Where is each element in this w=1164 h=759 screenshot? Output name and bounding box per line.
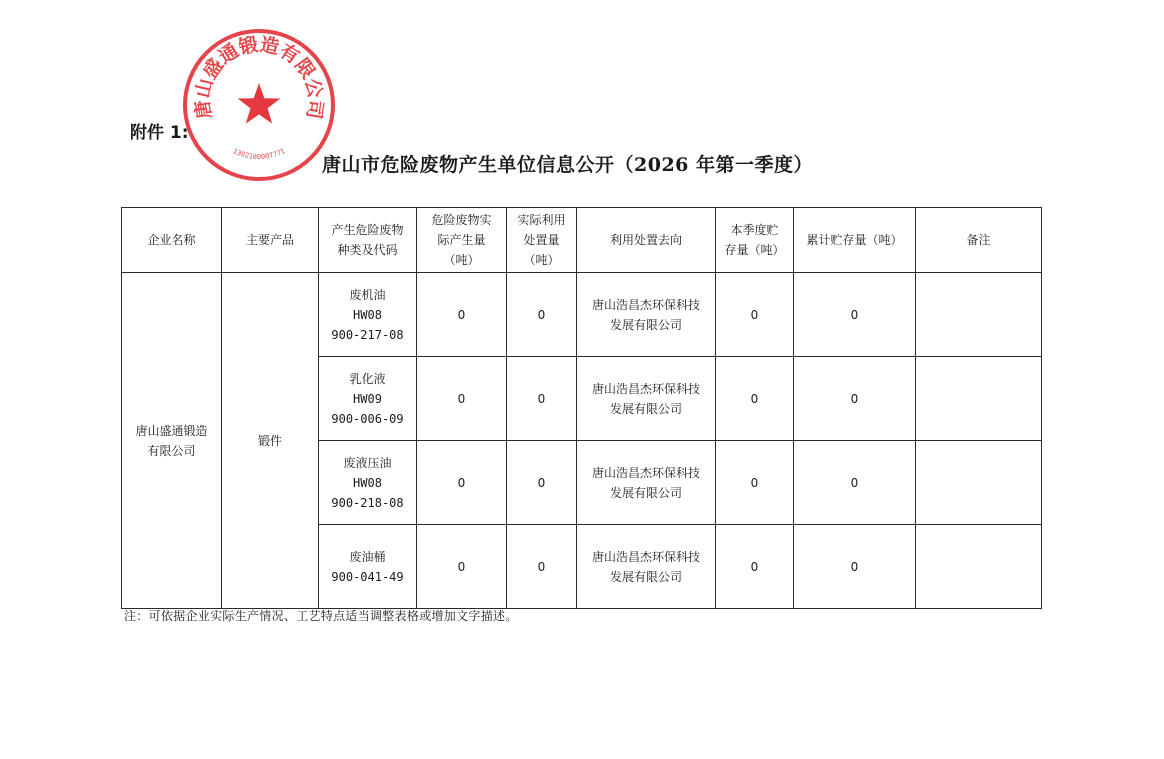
header-company: 企业名称: [122, 208, 222, 273]
generated-cell: 0: [417, 357, 507, 441]
remarks-cell: [916, 525, 1042, 609]
destination-cell: 唐山浩昌杰环保科技 发展有限公司: [577, 525, 716, 609]
product-cell: 锻件: [222, 273, 319, 609]
quarter-storage-cell: 0: [716, 525, 794, 609]
table-header-row: [122, 208, 1042, 273]
header-quarter-storage: 本季度贮 存量（吨）: [716, 208, 794, 273]
company-seal: [181, 27, 337, 183]
attachment-label: 附件 1:: [130, 123, 189, 143]
star-icon: [238, 83, 281, 124]
remarks-cell: [916, 273, 1042, 357]
header-destination: 利用处置去向: [577, 208, 716, 273]
quarter-storage-cell: 0: [716, 273, 794, 357]
destination-cell: 唐山浩昌杰环保科技 发展有限公司: [577, 441, 716, 525]
destination-cell: 唐山浩昌杰环保科技 发展有限公司: [577, 273, 716, 357]
document-title: 唐山市危险废物产生单位信息公开（2026 年第一季度）: [322, 154, 813, 176]
cumulative-storage-cell: 0: [794, 525, 916, 609]
quarter-storage-cell: 0: [716, 441, 794, 525]
header-generated: 危险废物实 际产生量 （吨）: [417, 208, 507, 273]
seal-text: 唐山盛通锻造有限公司: [191, 33, 327, 121]
svg-text:1302180007771: [232, 147, 287, 161]
company-name-cell: 唐山盛通锻造 有限公司: [122, 273, 222, 609]
disposed-cell: 0: [507, 357, 577, 441]
header-remarks: 备注: [916, 208, 1042, 273]
remarks-cell: [916, 357, 1042, 441]
waste-type-cell: 废液压油 HW08 900-218-08: [319, 441, 417, 525]
quarter-storage-cell: 0: [716, 357, 794, 441]
disposed-cell: 0: [507, 273, 577, 357]
waste-type-cell: 废机油 HW08 900-217-08: [319, 273, 417, 357]
waste-type-cell: 乳化液 HW09 900-006-09: [319, 357, 417, 441]
header-cumulative-storage: 累计贮存量（吨）: [794, 208, 916, 273]
waste-info-table: [121, 207, 1042, 609]
remarks-cell: [916, 441, 1042, 525]
seal-number: 1302180007771: [231, 147, 287, 161]
generated-cell: 0: [417, 441, 507, 525]
disposed-cell: 0: [507, 441, 577, 525]
generated-cell: 0: [417, 525, 507, 609]
header-product: 主要产品: [222, 208, 319, 273]
cumulative-storage-cell: 0: [794, 441, 916, 525]
generated-cell: 0: [417, 273, 507, 357]
cumulative-storage-cell: 0: [794, 273, 916, 357]
header-waste-type: 产生危险废物 种类及代码: [319, 208, 417, 273]
destination-cell: 唐山浩昌杰环保科技 发展有限公司: [577, 357, 716, 441]
disposed-cell: 0: [507, 525, 577, 609]
cumulative-storage-cell: 0: [794, 357, 916, 441]
table-row: [122, 273, 1042, 357]
waste-type-cell: 废油桶 900-041-49: [319, 525, 417, 609]
header-disposed: 实际利用 处置量 （吨）: [507, 208, 577, 273]
footnote: 注：可依据企业实际生产情况、工艺特点适当调整表格或增加文字描述。: [124, 609, 518, 623]
